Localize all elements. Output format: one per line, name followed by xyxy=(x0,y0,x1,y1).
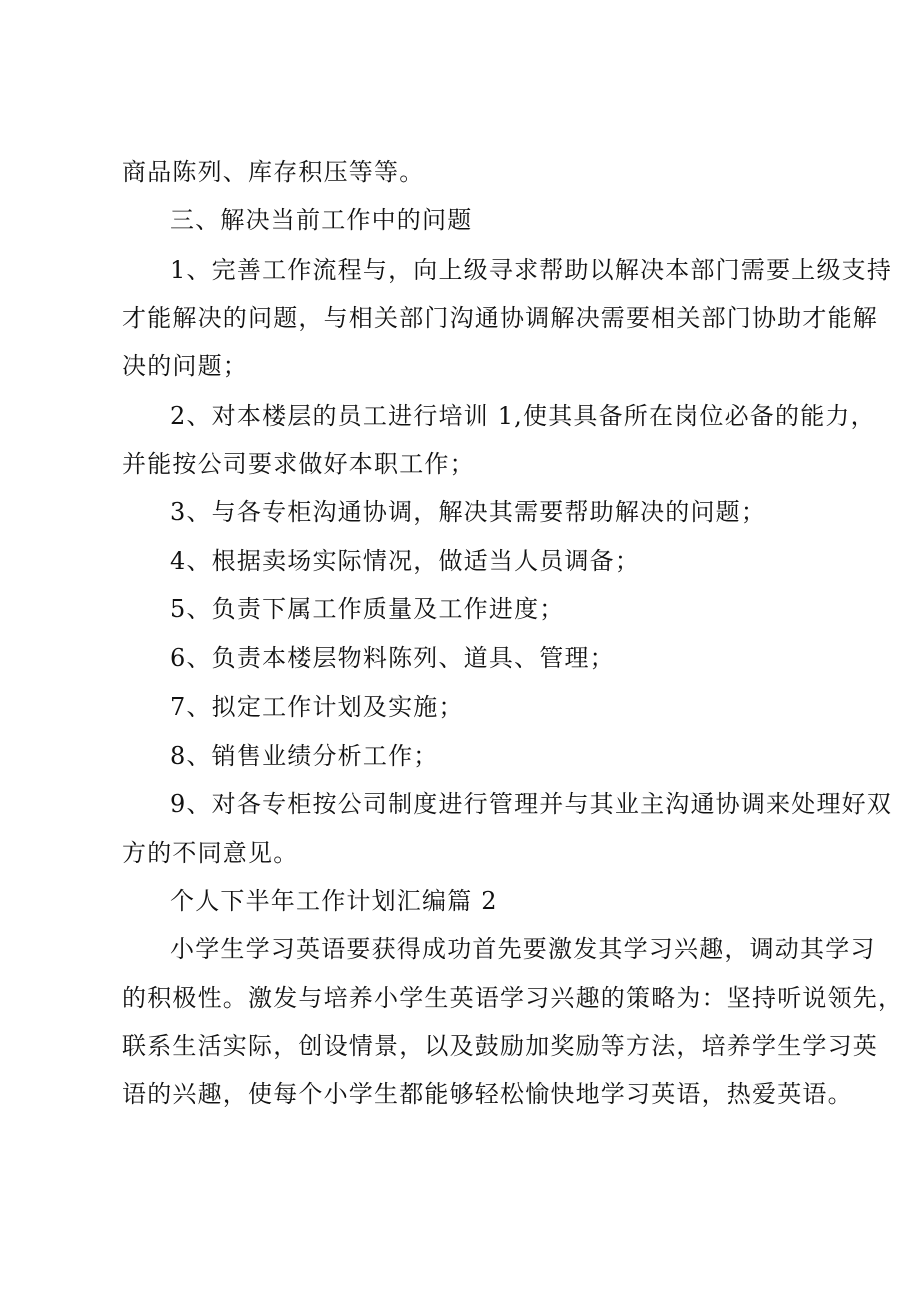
list-item-9-line: 9、对各专柜按公司制度进行管理并与其业主沟通协调来处理好双 xyxy=(170,790,893,818)
list-item-2-line: 并能按公司要求做好本职工作； xyxy=(122,450,475,478)
list-item-6: 6、负责本楼层物料陈列、道具、管理； xyxy=(170,644,615,672)
list-item-9-line: 方的不同意见。 xyxy=(122,839,299,867)
list-item-1-line: 1、完善工作流程与，向上级寻求帮助以解决本部门需要上级支持 xyxy=(170,256,893,284)
paragraph-line: 商品陈列、库存积压等等。 xyxy=(122,158,425,186)
paragraph-line: 联系生活实际，创设情景，以及鼓励加奖励等方法，培养学生学习英 xyxy=(122,1032,878,1060)
list-item-3: 3、与各专柜沟通协调，解决其需要帮助解决的问题； xyxy=(170,498,767,526)
list-item-5: 5、负责下属工作质量及工作进度； xyxy=(170,595,565,623)
list-item-8: 8、销售业绩分析工作； xyxy=(170,742,439,770)
list-item-1-line: 才能解决的问题，与相关部门沟通协调解决需要相关部门协助才能解 xyxy=(122,304,878,332)
paragraph-line: 小学生学习英语要获得成功首先要激发其学习兴趣，调动其学习 xyxy=(170,935,876,963)
list-item-1-line: 决的问题； xyxy=(122,352,248,380)
list-item-2-line: 2、对本楼层的员工进行培训 1,使其具备所在岗位必备的能力， xyxy=(170,402,876,430)
list-item-7: 7、拟定工作计划及实施； xyxy=(170,693,464,721)
section-heading: 三、解决当前工作中的问题 xyxy=(170,206,473,234)
list-item-4: 4、根据卖场实际情况，做适当人员调备； xyxy=(170,547,641,575)
paragraph-line: 语的兴趣，使每个小学生都能够轻松愉快地学习英语，热爱英语。 xyxy=(122,1080,853,1108)
article-title: 个人下半年工作计划汇编篇 2 xyxy=(170,887,498,915)
paragraph-line: 的积极性。激发与培养小学生英语学习兴趣的策略为：坚持听说领先， xyxy=(122,984,904,1012)
